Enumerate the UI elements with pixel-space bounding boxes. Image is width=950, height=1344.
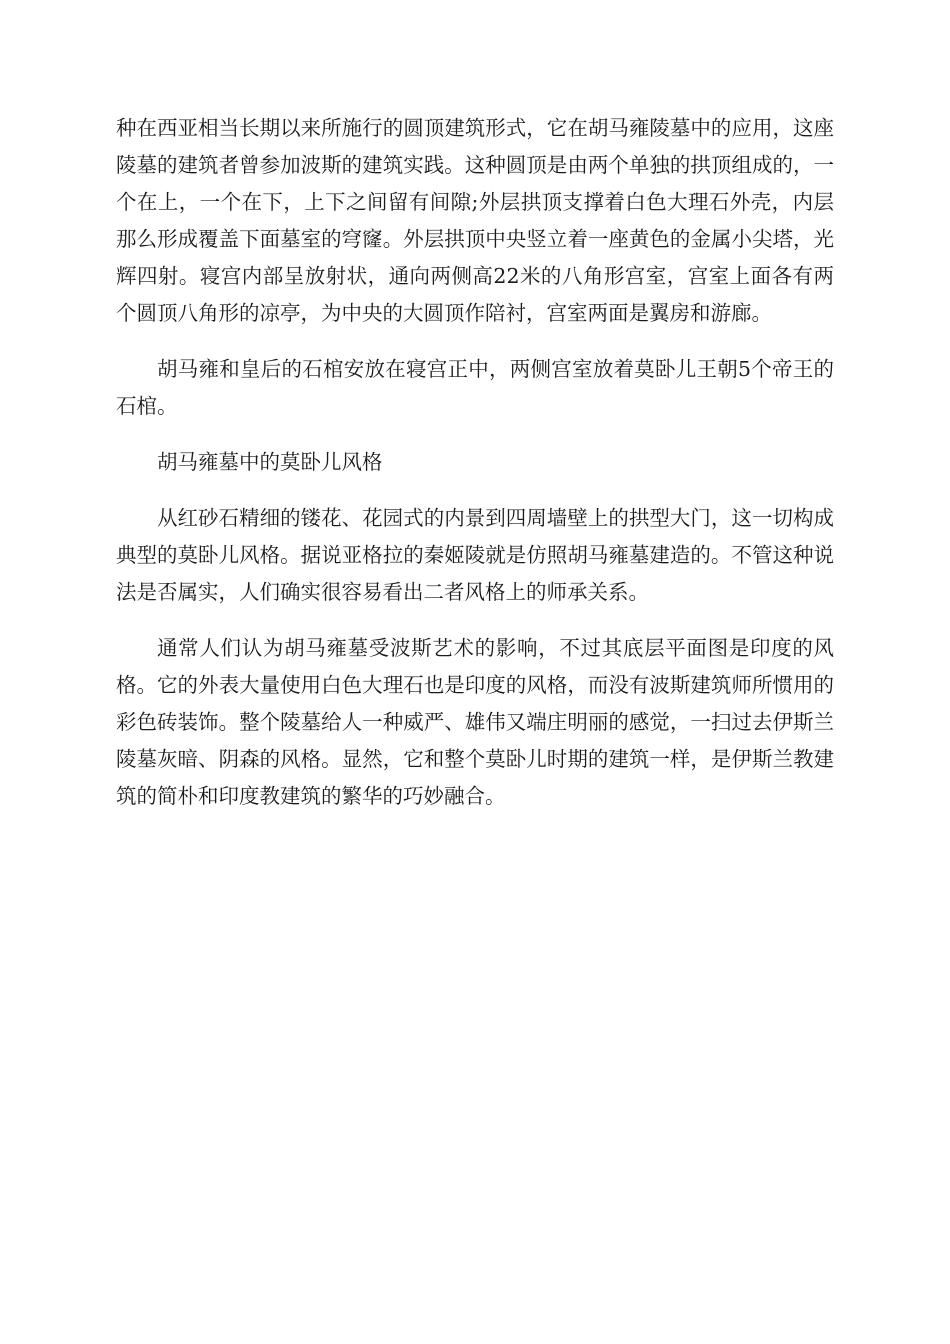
document-body: [116, 110, 834, 834]
paragraph-mughal-style: 从红砂石精细的镂花、花园式的内景到四周墙壁上的拱型大门，这一切构成典型的莫卧儿风格。据说亚格拉的秦姬陵就是仿照胡马雍墓建造的。不管这种说法是否属实，人们确实很容易看出二者风格上的师承关系。: [116, 506, 834, 604]
paragraph-sarcophagi: 胡马雍和皇后的石棺安放在寝宫正中，两侧宫室放着莫卧儿王朝5个帝王的石棺。: [116, 357, 834, 418]
paragraph-dome-architecture: 种在西亚相当长期以来所施行的圆顶建筑形式，它在胡马雍陵墓中的应用，这座陵墓的建筑者曾参加波斯的建筑实践。这种圆顶是由两个单独的拱顶组成的，一个在上，一个在下，上下之间留有间隙;外层拱顶支撑着白色大理石外壳，内层那么形成覆盖下面墓室的穹窿。外层拱顶中央竖立着一座黄色的金属小尖塔，光辉四射。寝宫内部呈放射状，通向两侧高22米的八角形宫室，宫室上面各有两个圆顶八角形的凉亭，为中央的大圆顶作陪衬，宫室两面是翼房和游廊。: [116, 116, 834, 325]
section-heading-mughal-style: 胡马雍墓中的莫卧儿风格: [157, 450, 383, 474]
paragraph-persian-indian-influence: 通常人们认为胡马雍墓受波斯艺术的影响，不过其底层平面图是印度的风格。它的外表大量使用白色大理石也是印度的风格，而没有波斯建筑师所惯用的彩色砖装饰。整个陵墓给人一种威严、雄伟又端庄明丽的感觉，一扫过去伊斯兰陵墓灰暗、阴森的风格。显然，它和整个莫卧儿时期的建筑一样，是伊斯兰教建筑的简朴和印度教建筑的繁华的巧妙融合。: [116, 636, 834, 808]
